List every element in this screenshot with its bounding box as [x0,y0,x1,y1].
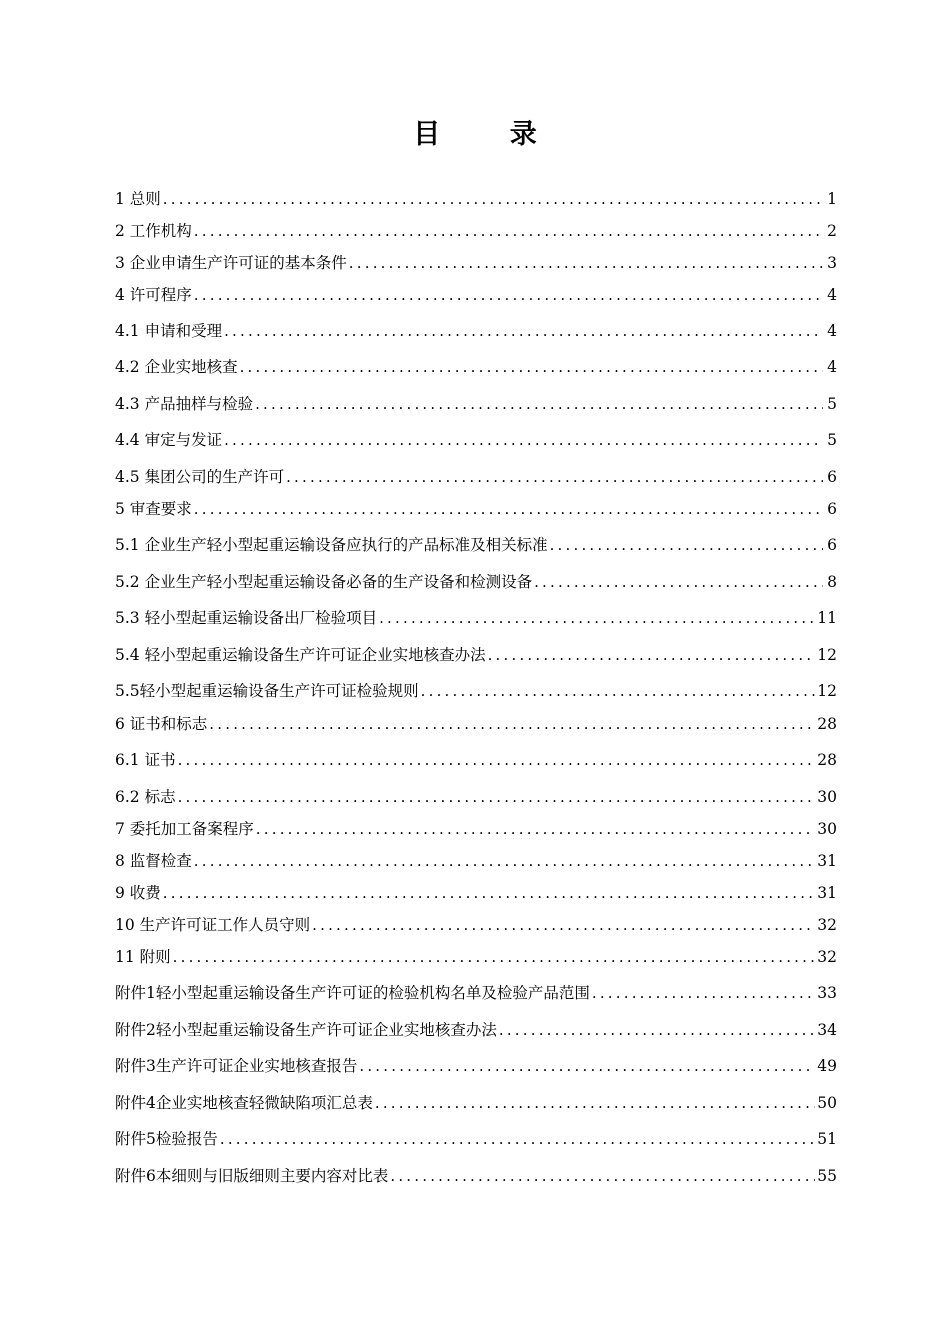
toc-entry-page: 50 [817,1094,837,1112]
toc-entry-page: 12 [817,646,837,664]
toc-entry-page: 28 [817,715,837,733]
toc-entry-label: 5 审查要求 [115,500,192,518]
toc-dot-leader [178,786,816,808]
toc-entry[interactable] [115,784,837,808]
toc-entry[interactable] [115,1053,837,1077]
toc-dot-leader [209,713,815,735]
toc-dot-leader [312,914,815,936]
toc-entry-page: 4 [827,358,837,376]
toc-entry[interactable] [115,282,837,306]
toc-dot-leader [488,644,816,666]
toc-dot-leader [178,749,816,771]
toc-entry[interactable] [115,1163,837,1187]
toc-entry[interactable] [115,642,837,666]
toc-entry-page: 34 [817,1021,837,1039]
toc-dot-leader [359,1055,815,1077]
toc-entry-label: 6.1 证书 [115,751,176,769]
toc-entry-label: 附件4企业实地核查轻微缺陷项汇总表 [115,1094,373,1112]
toc-entry-label: 6 证书和标志 [115,715,208,733]
toc-entry[interactable] [115,605,837,629]
toc-dot-leader [592,982,815,1004]
toc-dot-leader [240,356,823,378]
toc-entry-label: 7 委托加工备案程序 [115,820,254,838]
toc-entry[interactable] [115,1126,837,1150]
toc-entry-label: 1 总则 [115,190,161,208]
toc-entry-page: 51 [817,1130,837,1148]
toc-dot-leader [379,607,815,629]
toc-entry-page: 5 [827,431,837,449]
toc-entry-page: 31 [817,884,837,902]
toc-dot-leader [499,1019,815,1041]
toc-dot-leader [349,252,823,274]
toc-entry-label: 4 许可程序 [115,286,192,304]
toc-entry-page: 32 [817,948,837,966]
toc-entry-page: 4 [827,322,837,340]
toc-entry[interactable] [115,318,837,342]
page-title: 目 录 [413,119,567,150]
toc-entry-page: 11 [817,609,837,627]
toc-entry-page: 2 [827,222,837,240]
toc-dot-leader [163,882,815,904]
toc-entry[interactable] [115,186,837,210]
toc-entry[interactable] [115,747,837,771]
toc-entry[interactable] [115,912,837,936]
toc-entry-page: 31 [817,852,837,870]
toc-entry[interactable] [115,569,837,593]
toc-entry-page: 32 [817,916,837,934]
toc-dot-leader [224,429,823,451]
toc-entry-label: 5.1 企业生产轻小型起重运输设备应执行的产品标准及相关标准 [115,536,548,554]
toc-entry-page: 30 [817,820,837,838]
toc-dot-leader [194,220,823,242]
toc-entry[interactable] [115,496,837,520]
toc-entry-page: 5 [827,395,837,413]
toc-entry[interactable] [115,980,837,1004]
toc-dot-leader [224,320,823,342]
toc-entry-label: 4.2 企业实地核查 [115,358,238,376]
toc-entry-page: 3 [827,254,837,272]
toc-entry-page: 1 [827,190,837,208]
toc-entry-label: 附件6本细则与旧版细则主要内容对比表 [115,1167,389,1185]
toc-dot-leader [550,534,823,556]
toc-entry-page: 49 [817,1057,837,1075]
toc-entry-page: 33 [817,984,837,1002]
toc-entry[interactable] [115,1017,837,1041]
toc-entry-label: 附件3生产许可证企业实地核查报告 [115,1057,358,1075]
toc-entry-label: 11 附则 [115,948,171,966]
toc-entry-label: 5.2 企业生产轻小型起重运输设备必备的生产设备和检测设备 [115,573,533,591]
toc-entry-label: 4.4 审定与发证 [115,431,223,449]
toc-entry-page: 4 [827,286,837,304]
toc-entry[interactable] [115,427,837,451]
toc-dot-leader [255,393,823,415]
toc-entry[interactable] [115,678,837,702]
toc-entry[interactable] [115,250,837,274]
toc-entry[interactable] [115,391,837,415]
toc-entry[interactable] [115,1090,837,1114]
toc-entry-label: 5.3 轻小型起重运输设备出厂检验项目 [115,609,378,627]
toc-entry[interactable] [115,880,837,904]
toc-dot-leader [220,1128,815,1150]
toc-entry-label: 3 企业申请生产许可证的基本条件 [115,254,347,272]
toc-entry[interactable] [115,944,837,968]
toc-entry-label: 10 生产许可证工作人员守则 [115,916,311,934]
toc-entry-page: 8 [827,573,837,591]
toc-entry[interactable] [115,711,837,735]
toc-dot-leader [286,466,823,488]
toc-entry-label: 9 收费 [115,884,161,902]
toc-dot-leader [194,498,823,520]
toc-entry-label: 4.5 集团公司的生产许可 [115,468,285,486]
toc-entry-label: 8 监督检查 [115,852,192,870]
toc-entry-label: 附件1轻小型起重运输设备生产许可证的检验机构名单及检验产品范围 [115,984,590,1002]
toc-entry-page: 55 [817,1167,837,1185]
toc-dot-leader [194,850,815,872]
toc-dot-leader [375,1092,815,1114]
toc-entry[interactable] [115,816,837,840]
toc-entry-label: 6.2 标志 [115,788,176,806]
toc-dot-leader [173,946,816,968]
toc-entry-label: 5.4 轻小型起重运输设备生产许可证企业实地核查办法 [115,646,486,664]
toc-dot-leader [390,1165,815,1187]
toc-entry-page: 30 [817,788,837,806]
toc-entry-page: 6 [827,500,837,518]
toc-entry-label: 4.1 申请和受理 [115,322,223,340]
toc-entry[interactable] [115,848,837,872]
toc-entry-label: 5.5轻小型起重运输设备生产许可证检验规则 [115,682,419,700]
toc-entry-label: 2 工作机构 [115,222,192,240]
toc-entry-page: 12 [817,682,837,700]
toc-entry-page: 6 [827,468,837,486]
toc-entry-label: 附件2轻小型起重运输设备生产许可证企业实地核查办法 [115,1021,497,1039]
toc-entry-label: 4.3 产品抽样与检验 [115,395,254,413]
toc-entry-page: 6 [827,536,837,554]
toc-dot-leader [163,188,823,210]
toc-dot-leader [256,818,815,840]
toc-dot-leader [534,571,823,593]
toc-entry[interactable] [115,532,837,556]
toc-entry[interactable] [115,464,837,488]
toc-entry-page: 28 [817,751,837,769]
toc-dot-leader [194,284,823,306]
toc-entry[interactable] [115,354,837,378]
toc-dot-leader [421,680,816,702]
toc-entry-label: 附件5检验报告 [115,1130,218,1148]
toc-entry[interactable] [115,218,837,242]
